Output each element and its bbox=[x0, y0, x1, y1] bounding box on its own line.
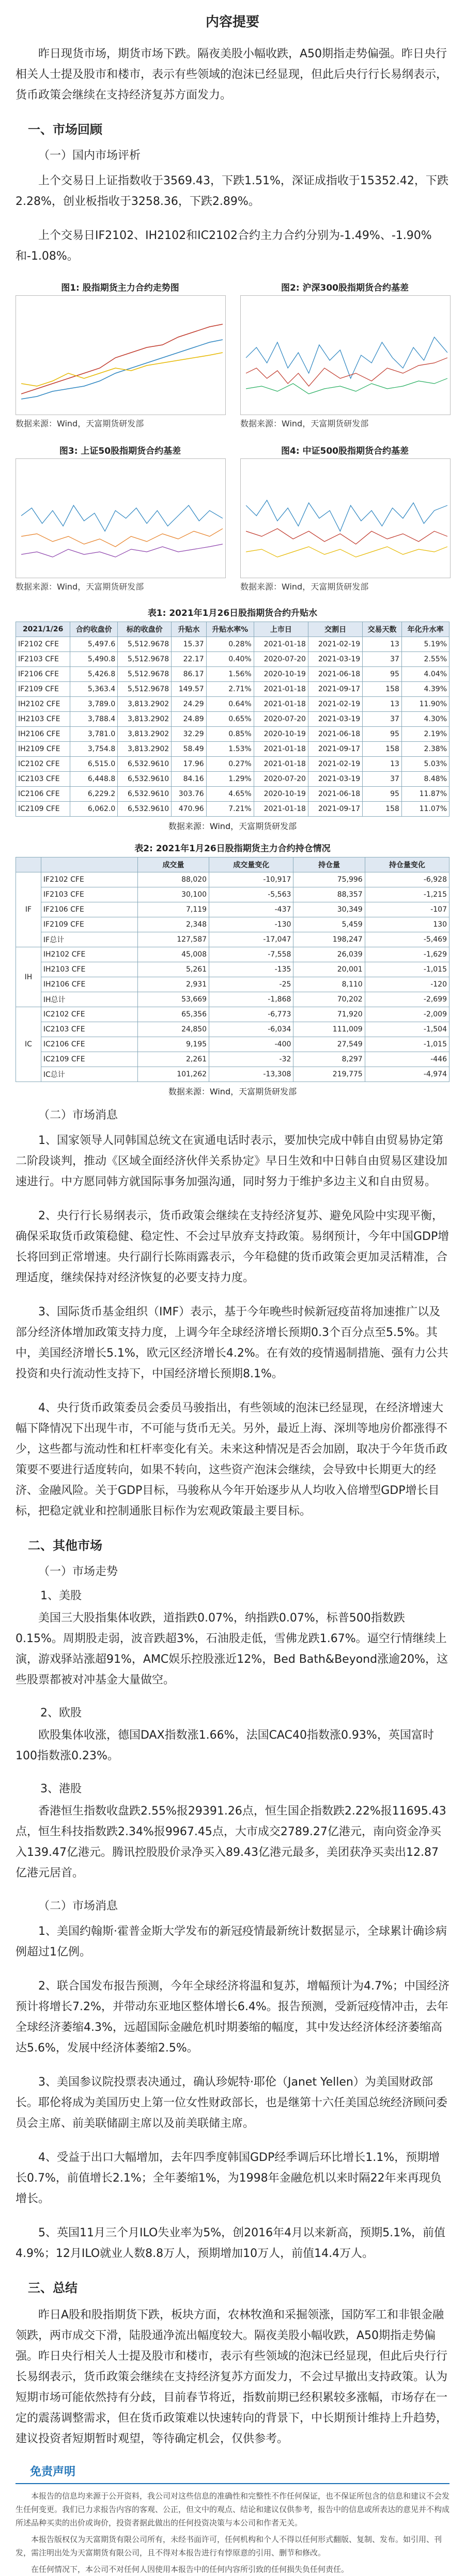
table-cell: 11.07% bbox=[401, 802, 449, 817]
table-cell: 5,459 bbox=[293, 917, 365, 932]
table-row bbox=[16, 727, 450, 742]
table-row bbox=[16, 1007, 450, 1022]
news-item: 1、国家领导人同韩国总统文在寅通电话时表示，要加快完成中韩自由贸易协定第二阶段谈判，推动《区域全面经济伙伴关系协定》早日生效和中日韩自由贸易区建设加速进行。中方愿同韩方就国际事务加强沟通，同时努力于维护多边主义和自由贸易。 bbox=[16, 1134, 448, 1188]
table-cell: 0.65% bbox=[206, 712, 254, 727]
table-cell: 32.29 bbox=[172, 727, 207, 742]
chart-title: 图2: 沪深300股指期货合约基差 bbox=[281, 283, 409, 293]
table-cell: 158 bbox=[363, 742, 402, 757]
table-cell: 2021-01-18 bbox=[254, 637, 308, 652]
table-cell: IH2103 CFE bbox=[41, 962, 137, 977]
disclaimer-paragraph: 本报告版权仅为天富期货有限公司所有，未经书面许可，任何机构和个人不得以任何形式翻版、复制、发布。如引用、刊发，需注明出处为天富期货有限公司，且不得对本报告进行有悖原意的引用、删节和修改。 bbox=[16, 2535, 442, 2557]
table-cell: -135 bbox=[209, 962, 293, 977]
table-cell: 3,813.2902 bbox=[118, 727, 172, 742]
table-row bbox=[16, 757, 450, 772]
table-cell: 0.27% bbox=[206, 757, 254, 772]
table-cell: 22.17 bbox=[172, 652, 207, 667]
table-row bbox=[16, 742, 450, 757]
table-cell: -446 bbox=[365, 1052, 449, 1067]
table-cell: 30,349 bbox=[293, 902, 365, 917]
table-cell: IC2106 CFE bbox=[41, 1037, 137, 1052]
table-cell: 71,920 bbox=[293, 1007, 365, 1022]
table-cell: 3,813.2902 bbox=[118, 712, 172, 727]
table-row bbox=[16, 667, 450, 682]
table-cell: IC2102 CFE bbox=[41, 1007, 137, 1022]
table-cell: -130 bbox=[209, 917, 293, 932]
table-cell: -25 bbox=[209, 977, 293, 992]
domestic-news-list bbox=[16, 1131, 450, 1522]
table-header: 2021/1/26 bbox=[16, 622, 70, 637]
chart-source: 数据来源：Wind，天富期货研发部 bbox=[16, 582, 144, 592]
table-cell: IF2102 CFE bbox=[41, 872, 137, 887]
table-cell: 8,297 bbox=[293, 1052, 365, 1067]
table-cell: -13,308 bbox=[209, 1067, 293, 1082]
table-cell: 5,426.8 bbox=[70, 667, 118, 682]
table-cell: -6,773 bbox=[209, 1007, 293, 1022]
table-row bbox=[16, 1022, 450, 1037]
disclaimer-paragraph: 在任何情况下，本公司不对任何人因使用本报告中的任何内容所引致的任何损失负任何责任。 bbox=[31, 2565, 349, 2574]
summary-paragraph: 昨日现货市场，期货市场下跌。隔夜美股小幅收跌，A50期指走势偏强。昨日央行相关人士提及股市和楼市，表示有些领域的泡沫已经显现，但此后央行行长易纲表示，货币政策会继续在支持经济复苏方面发力。 bbox=[16, 47, 448, 102]
table-cell: 11.90% bbox=[401, 697, 449, 712]
table-row bbox=[16, 802, 450, 817]
table-cell: 158 bbox=[363, 682, 402, 697]
conclusion-text: 昨日A股和股指期货下跌，板块方面，农林牧渔和采掘领涨，国防军工和非银金融领跌，两市成交下滑，陆股通净流出幅度较大。隔夜美股小幅收跌，A50期指走势偏强。昨日央行相关人士提及股市和楼市，表示有些领域的泡沫已经显现，但此后央行行长易纲表示，货币政策会继续在支持经济复苏方面发力，不会过早撤出支持政策。认为短期市场可能依然持有分歧，目前春节将近，指数前期已经积累较多涨幅，市场存在一定的震荡调整需求，但在货币政策难以快速转向的背景下，中长期预计维持上升趋势，建议投资者短期暂时观望，等待确定机会，仅供参考。 bbox=[16, 2309, 448, 2445]
futures-change-paragraph: 上个交易日IF2102、IH2102和IC2102合约主力合约分别为-1.49%、-1.90%和-1.08%。 bbox=[16, 229, 432, 263]
table-cell: 2,261 bbox=[137, 1052, 209, 1067]
table-cell: 13 bbox=[363, 637, 402, 652]
table-cell: IH2103 CFE bbox=[16, 712, 70, 727]
table-cell: 6,532.9610 bbox=[118, 757, 172, 772]
table-cell: 26,039 bbox=[293, 947, 365, 962]
table-row bbox=[16, 1052, 450, 1067]
table-row bbox=[16, 637, 450, 652]
table-cell: 1.29% bbox=[206, 772, 254, 787]
table-cell: 2021-09-17 bbox=[308, 742, 362, 757]
table-row bbox=[16, 772, 450, 787]
table-cell: 0.28% bbox=[206, 637, 254, 652]
table-row bbox=[16, 932, 450, 947]
table-cell: 5,363.4 bbox=[70, 682, 118, 697]
table-cell: -6,928 bbox=[365, 872, 449, 887]
table-cell: -400 bbox=[209, 1037, 293, 1052]
table-cell: IF2103 CFE bbox=[41, 887, 137, 902]
chart-1-plot bbox=[16, 295, 226, 415]
table-cell: 30,100 bbox=[137, 887, 209, 902]
table-cell: -5,563 bbox=[209, 887, 293, 902]
chart-3 bbox=[16, 443, 225, 592]
table-cell: 2021-03-19 bbox=[308, 772, 362, 787]
table-cell: 65,356 bbox=[137, 1007, 209, 1022]
table-header: 持仓量 bbox=[293, 857, 365, 872]
table-cell: -437 bbox=[209, 902, 293, 917]
table-cell: 5,512.9678 bbox=[118, 637, 172, 652]
table-cell: IH2106 CFE bbox=[41, 977, 137, 992]
table-cell: 9,195 bbox=[137, 1037, 209, 1052]
table-cell: 2021-03-19 bbox=[308, 712, 362, 727]
table-header: 升贴水 bbox=[172, 622, 207, 637]
table-cell: 3,813.2902 bbox=[118, 697, 172, 712]
news-item: 3、国际货币基金组织（IMF）表示，基于今年晚些时候新冠疫苗将加速推广以及部分经济体增加政策支持力度，上调今年全球经济增长预期0.3个百分点至5.5%。其中，美国经济增长5.1%，欧元区经济增长4.2%。在有效的疫情遏制措施、强有力公共投资和央行流动性支持下，中国经济增长预期8.1%。 bbox=[16, 1306, 448, 1380]
index-close-paragraph: 上个交易日上证指数收于3569.43，下跌1.51%，深证成指收于15352.42，下跌2.28%，创业板指收于3258.36，下跌2.89%。 bbox=[16, 174, 448, 208]
chart-2 bbox=[240, 280, 450, 429]
table-cell: -1,215 bbox=[365, 887, 449, 902]
subsection-heading-domestic: （一）国内市场评析 bbox=[38, 149, 141, 162]
table-cell: -6,034 bbox=[209, 1022, 293, 1037]
table-cell: 2.55% bbox=[401, 652, 449, 667]
table-row bbox=[16, 992, 450, 1007]
chart-1 bbox=[16, 280, 225, 429]
table-cell: IC2109 CFE bbox=[16, 802, 70, 817]
table-cell: 2020-07-20 bbox=[254, 772, 308, 787]
table-cell: 2,348 bbox=[137, 917, 209, 932]
table2-source: 数据来源：Wind，天富期货研发部 bbox=[168, 1087, 297, 1096]
table-cell: IF2102 CFE bbox=[16, 637, 70, 652]
table-cell: -2,699 bbox=[365, 992, 449, 1007]
table-cell: 2.19% bbox=[401, 727, 449, 742]
table-cell: 11.87% bbox=[401, 787, 449, 802]
table-cell: -1,629 bbox=[365, 947, 449, 962]
news-item: 2、央行行长易纲表示，货币政策会继续在支持经济复苏、避免风险中实现平衡，确保采取货币政策稳健、稳定性、不会过早放弃支持政策。易纲预计，今年中国GDP增长将回到正常增速。央行副行长陈雨露表示，今年稳健的货币政策会更加灵活精准，合理适度，继续保持对经济恢复的必要支持力度。 bbox=[16, 1210, 450, 1284]
table-cell: -1,504 bbox=[365, 1022, 449, 1037]
table-cell: 198,247 bbox=[293, 932, 365, 947]
table-cell: 17.96 bbox=[172, 757, 207, 772]
table-row bbox=[16, 962, 450, 977]
table-header bbox=[41, 857, 137, 872]
table-cell: -7,558 bbox=[209, 947, 293, 962]
table-row bbox=[16, 712, 450, 727]
table-cell: 2.38% bbox=[401, 742, 449, 757]
page-title: 内容提要 bbox=[205, 14, 259, 30]
table-cell: 219,775 bbox=[293, 1067, 365, 1082]
table-cell: 2021-01-18 bbox=[254, 802, 308, 817]
table-cell: 2021-01-18 bbox=[254, 682, 308, 697]
table-cell: -4,974 bbox=[365, 1067, 449, 1082]
table-cell: IF2109 CFE bbox=[41, 917, 137, 932]
table-cell: 20,001 bbox=[293, 962, 365, 977]
table-cell: 24.89 bbox=[172, 712, 207, 727]
us-stock-text: 美国三大股指集体收跌，道指跌0.07%，纳指跌0.07%，标普500指数跌0.15%。周期股走弱，波音跌超3%，石油股走低，雪佛龙跌1.67%。逼空行情继续上演，游戏驿站涨超91%，AMC娱乐控股涨近12%，Bed Bath&Beyond涨逾20%，这些股票都被对冲基金大量做空。 bbox=[16, 1612, 448, 1687]
table-cell: 7.21% bbox=[206, 802, 254, 817]
disclaimer-divider bbox=[16, 2483, 450, 2484]
table-cell: 2021-02-19 bbox=[308, 637, 362, 652]
table-cell: IC总计 bbox=[41, 1067, 137, 1082]
table-cell: IC2103 CFE bbox=[41, 1022, 137, 1037]
table-cell: 2020-10-19 bbox=[254, 727, 308, 742]
table-cell: 130 bbox=[365, 917, 449, 932]
table-cell: 2020-10-19 bbox=[254, 787, 308, 802]
table-cell: 5,512.9678 bbox=[118, 682, 172, 697]
subsection-heading-global-news: （二）市场消息 bbox=[38, 1900, 118, 1913]
chart-source: 数据来源：Wind，天富期货研发部 bbox=[16, 419, 144, 428]
table-cell: 5.19% bbox=[401, 637, 449, 652]
table-cell: 2021-09-17 bbox=[308, 802, 362, 817]
disclaimer-paragraph: 本报告的信息均来源于公开资料，我公司对这些信息的准确性和完整性不作任何保证，也不保证所包含的信息和建议不会发生任何变更。我们已力求报告内容的客观、公正，但文中的观点、结论和建议仅供参考，报告中的信息或所表达的意见并不构成所述品种买卖的出价或询价，投资者据此做出的任何投资决策与本公司和作者无关。 bbox=[16, 2491, 450, 2527]
table-cell: 45,008 bbox=[137, 947, 209, 962]
table-cell: 3,754.8 bbox=[70, 742, 118, 757]
table-cell: 4.65% bbox=[206, 787, 254, 802]
section-heading-3: 三、总结 bbox=[28, 2281, 78, 2295]
section-heading-1: 一、市场回顾 bbox=[28, 122, 102, 137]
table-header: 成交量变化 bbox=[209, 857, 293, 872]
table-cell: -120 bbox=[365, 977, 449, 992]
table-cell: IF2103 CFE bbox=[16, 652, 70, 667]
table-row bbox=[16, 787, 450, 802]
table-cell: 7,119 bbox=[137, 902, 209, 917]
table-cell: 8.48% bbox=[401, 772, 449, 787]
table-cell: IH2102 CFE bbox=[41, 947, 137, 962]
table-cell: 5,497.6 bbox=[70, 637, 118, 652]
chart-4-plot bbox=[240, 458, 451, 578]
chart-title: 图4: 中证500股指期货合约基差 bbox=[281, 446, 409, 456]
table-cell: -1,868 bbox=[209, 992, 293, 1007]
table-cell: 5,490.8 bbox=[70, 652, 118, 667]
table-cell: 37 bbox=[363, 712, 402, 727]
table1-source: 数据来源：Wind，天富期货研发部 bbox=[168, 821, 297, 831]
table-cell: 88,357 bbox=[293, 887, 365, 902]
table-row bbox=[16, 1037, 450, 1052]
table-cell: 86.17 bbox=[172, 667, 207, 682]
table-row bbox=[16, 902, 450, 917]
table1-title: 表1: 2021年1月26日股指期货合约升贴水 bbox=[147, 608, 318, 618]
table-cell: 2021-01-18 bbox=[254, 757, 308, 772]
table-cell: 1.53% bbox=[206, 742, 254, 757]
eu-stock-heading: 2、欧股 bbox=[40, 1707, 82, 1720]
table-cell: 24.29 bbox=[172, 697, 207, 712]
global-news-list bbox=[16, 1921, 450, 2264]
table-header: 交易天数 bbox=[363, 622, 402, 637]
chart-4 bbox=[240, 443, 450, 592]
table-cell: 5,512.9678 bbox=[118, 652, 172, 667]
table-cell: IC2106 CFE bbox=[16, 787, 70, 802]
basis-table bbox=[16, 622, 450, 817]
table-cell: 2020-07-20 bbox=[254, 652, 308, 667]
table-cell: IC2103 CFE bbox=[16, 772, 70, 787]
table-cell: 24,850 bbox=[137, 1022, 209, 1037]
table-cell: 8,110 bbox=[293, 977, 365, 992]
news-item: 1、美国约翰斯·霍普金斯大学发布的新冠疫情最新统计数据显示，全球累计确诊病例超过1亿例。 bbox=[16, 1925, 447, 1959]
table-cell: 2,931 bbox=[137, 977, 209, 992]
table-header: 升贴水率% bbox=[206, 622, 254, 637]
table-cell: 6,062.0 bbox=[70, 802, 118, 817]
table-cell: IF2106 CFE bbox=[41, 902, 137, 917]
table-cell: IH2109 CFE bbox=[16, 742, 70, 757]
table-cell: IF2106 CFE bbox=[16, 667, 70, 682]
table-cell: 2020-07-20 bbox=[254, 712, 308, 727]
table-header: 持仓量变化 bbox=[365, 857, 449, 872]
table-header: 交割日 bbox=[308, 622, 362, 637]
table-cell: 303.76 bbox=[172, 787, 207, 802]
table-cell: 70,202 bbox=[293, 992, 365, 1007]
table-cell: 158 bbox=[363, 802, 402, 817]
table-cell: 2021-09-17 bbox=[308, 682, 362, 697]
table2-title: 表2: 2021年1月26日股指期货主力合约持仓情况 bbox=[134, 844, 331, 854]
table-cell: IC2109 CFE bbox=[41, 1052, 137, 1067]
group-label: IH bbox=[16, 947, 41, 1007]
table-cell: 27,549 bbox=[293, 1037, 365, 1052]
table-cell: 4.30% bbox=[401, 712, 449, 727]
table-cell: 2.71% bbox=[206, 682, 254, 697]
table-cell: 2021-06-18 bbox=[308, 667, 362, 682]
news-item: 5、英国11月三个月ILO失业率为5%，创2016年4月以来新高，预期5.1%，前值4.9%；12月ILO就业人数8.8万人，预期增加10万人，前值14.4万人。 bbox=[16, 2227, 446, 2260]
section-heading-2: 二、其他市场 bbox=[28, 1538, 102, 1553]
table-cell: 13 bbox=[363, 757, 402, 772]
table-cell: 149.57 bbox=[172, 682, 207, 697]
position-table bbox=[16, 857, 450, 1082]
table-cell: 5,512.9678 bbox=[118, 667, 172, 682]
table-cell: -10,917 bbox=[209, 872, 293, 887]
table-header: 年化升水率 bbox=[401, 622, 449, 637]
chart-3-plot bbox=[16, 458, 226, 578]
table-cell: 88,020 bbox=[137, 872, 209, 887]
table-cell: 4.04% bbox=[401, 667, 449, 682]
table-cell: -32 bbox=[209, 1052, 293, 1067]
table-cell: IF总计 bbox=[41, 932, 137, 947]
table-cell: 15.37 bbox=[172, 637, 207, 652]
disclaimer-title: 免责声明 bbox=[30, 2466, 76, 2478]
us-stock-heading: 1、美股 bbox=[40, 1589, 82, 1602]
table-cell: 84.16 bbox=[172, 772, 207, 787]
table-cell: 37 bbox=[363, 772, 402, 787]
table-cell: 101,262 bbox=[137, 1067, 209, 1082]
table-row bbox=[16, 697, 450, 712]
table-cell: -1,015 bbox=[365, 1037, 449, 1052]
table-row bbox=[16, 947, 450, 962]
table-cell: 95 bbox=[363, 787, 402, 802]
table-cell: IH2106 CFE bbox=[16, 727, 70, 742]
table-cell: 6,515.0 bbox=[70, 757, 118, 772]
table-cell: 3,813.2902 bbox=[118, 742, 172, 757]
table-cell: 2021-03-19 bbox=[308, 652, 362, 667]
table-header: 标的收盘价 bbox=[118, 622, 172, 637]
table-cell: 6,229.2 bbox=[70, 787, 118, 802]
table-cell: 2020-10-19 bbox=[254, 667, 308, 682]
table-header: 成交量 bbox=[137, 857, 209, 872]
table-cell: 1.56% bbox=[206, 667, 254, 682]
table-cell: 2021-06-18 bbox=[308, 787, 362, 802]
table-header bbox=[16, 857, 41, 872]
table-cell: 2021-06-18 bbox=[308, 727, 362, 742]
table-cell: 37 bbox=[363, 652, 402, 667]
group-label: IF bbox=[16, 872, 41, 947]
table-cell: 53,669 bbox=[137, 992, 209, 1007]
subsection-heading-market: （一）市场走势 bbox=[38, 1565, 118, 1578]
table-cell: 95 bbox=[363, 727, 402, 742]
table-cell: IH2102 CFE bbox=[16, 697, 70, 712]
table-cell: IC2102 CFE bbox=[16, 757, 70, 772]
table-cell: 2021-02-19 bbox=[308, 757, 362, 772]
table-cell: 127,587 bbox=[137, 932, 209, 947]
table-header: 合约收盘价 bbox=[70, 622, 118, 637]
table-cell: 3,781.0 bbox=[70, 727, 118, 742]
table-cell: -2,009 bbox=[365, 1007, 449, 1022]
table-cell: 58.49 bbox=[172, 742, 207, 757]
table-cell: 5,261 bbox=[137, 962, 209, 977]
chart-grid bbox=[16, 280, 450, 592]
table-cell: 2021-01-18 bbox=[254, 742, 308, 757]
table-cell: 3,788.4 bbox=[70, 712, 118, 727]
subsection-heading-news: （二）市场消息 bbox=[38, 1109, 118, 1122]
news-item: 4、央行货币政策委员会委员马骏指出，有些领域的泡沫已经显现，在经济增速大幅下降情况下出现牛市，不可能与货币无关。另外，最近上海、深圳等地房价都涨得不少，这些都与流动性和杠杆率变化有关。未来这种情况是否会加剧，取决于今年货币政策要不要进行适度转向，如果不转向，这些资产泡沫会继续，会导致中长期更大的经济、金融风险。关于GDP目标，马骏称从今年开始逐步从人均收入倍增型GDP增长目标，把稳定就业和控制通胀目标作为宏观政策最主要目标。 bbox=[16, 1402, 448, 1518]
table-cell: 6,532.9610 bbox=[118, 772, 172, 787]
table-row bbox=[16, 682, 450, 697]
news-item: 3、美国参议院投票表决通过，确认珍妮特·耶伦（Janet Yellen）为美国财政部长。耶伦将成为美国历史上第一位女性财政部长，也是继第十六任美国总统经济顾问委员会主席、前美联储副主席以及前美联储主席。 bbox=[16, 2076, 448, 2130]
table-row bbox=[16, 1067, 450, 1082]
table-row bbox=[16, 917, 450, 932]
table-cell: 95 bbox=[363, 667, 402, 682]
chart-source: 数据来源：Wind，天富期货研发部 bbox=[240, 582, 369, 592]
chart-title: 图3: 上证50股指期货合约基差 bbox=[59, 446, 181, 456]
table-cell: IH总计 bbox=[41, 992, 137, 1007]
group-label: IC bbox=[16, 1007, 41, 1082]
chart-source: 数据来源：Wind，天富期货研发部 bbox=[240, 419, 369, 428]
table-cell: 111,009 bbox=[293, 1022, 365, 1037]
table-cell: 75,996 bbox=[293, 872, 365, 887]
table-row bbox=[16, 977, 450, 992]
table-cell: 6,448.8 bbox=[70, 772, 118, 787]
table-header: 上市日 bbox=[254, 622, 308, 637]
table-cell: 3,789.0 bbox=[70, 697, 118, 712]
table-cell: 6,532.9610 bbox=[118, 802, 172, 817]
table-cell: 2021-01-18 bbox=[254, 697, 308, 712]
chart-2-plot bbox=[240, 295, 451, 415]
news-item: 2、联合国发布报告预测，今年全球经济将温和复苏，增幅预计为4.7%；中国经济预计将增长7.2%，并带动东亚地区整体增长6.4%。报告预测，受新冠疫情冲击，去年全球经济萎缩4.3%，远超国际金融危机时期萎缩的幅度，其中发达经济体经济萎缩高达5.6%，发展中经济体萎缩2.5%。 bbox=[16, 1980, 450, 2055]
table-cell: IF2109 CFE bbox=[16, 682, 70, 697]
table-cell: -17,047 bbox=[209, 932, 293, 947]
disclaimer-body bbox=[16, 2489, 450, 2576]
table-cell: 5.03% bbox=[401, 757, 449, 772]
table-cell: 0.85% bbox=[206, 727, 254, 742]
table-cell: 2021-02-19 bbox=[308, 697, 362, 712]
table-row bbox=[16, 872, 450, 887]
table-row bbox=[16, 652, 450, 667]
chart-title: 图1: 股指期货主力合约走势图 bbox=[61, 283, 179, 293]
table-cell: 13 bbox=[363, 697, 402, 712]
hk-stock-heading: 3、港股 bbox=[40, 1783, 82, 1795]
report-page bbox=[16, 0, 450, 2576]
table-row bbox=[16, 887, 450, 902]
table-cell: 0.40% bbox=[206, 652, 254, 667]
hk-stock-text: 香港恒生指数收盘跌2.55%报29391.26点，恒生国企指数跌2.22%报11695.43点，恒生科技指数跌2.34%报9967.45点，大市成交2789.27亿港元，南向资金净买入139.47亿港元。腾讯控股股价录净买入89.43亿港元最多，美团获净买卖出12.87亿港元居首。 bbox=[16, 1805, 446, 1880]
table-cell: 0.64% bbox=[206, 697, 254, 712]
table-cell: 470.96 bbox=[172, 802, 207, 817]
eu-stock-text: 欧股集体收涨，德国DAX指数涨1.66%，法国CAC40指数涨0.93%，英国富时100指数涨0.23%。 bbox=[16, 1729, 434, 1762]
table-cell: -1,015 bbox=[365, 962, 449, 977]
table-cell: -107 bbox=[365, 902, 449, 917]
table-cell: -5,469 bbox=[365, 932, 449, 947]
table-cell: 6,532.9610 bbox=[118, 787, 172, 802]
news-item: 4、受益于出口大幅增加，去年四季度韩国GDP经季调后环比增长1.1%，预期增长0.7%，前值增长2.1%；全年萎缩1%，为1998年金融危机以来时隔22年来再现负增长。 bbox=[16, 2151, 442, 2205]
table-cell: 4.39% bbox=[401, 682, 449, 697]
